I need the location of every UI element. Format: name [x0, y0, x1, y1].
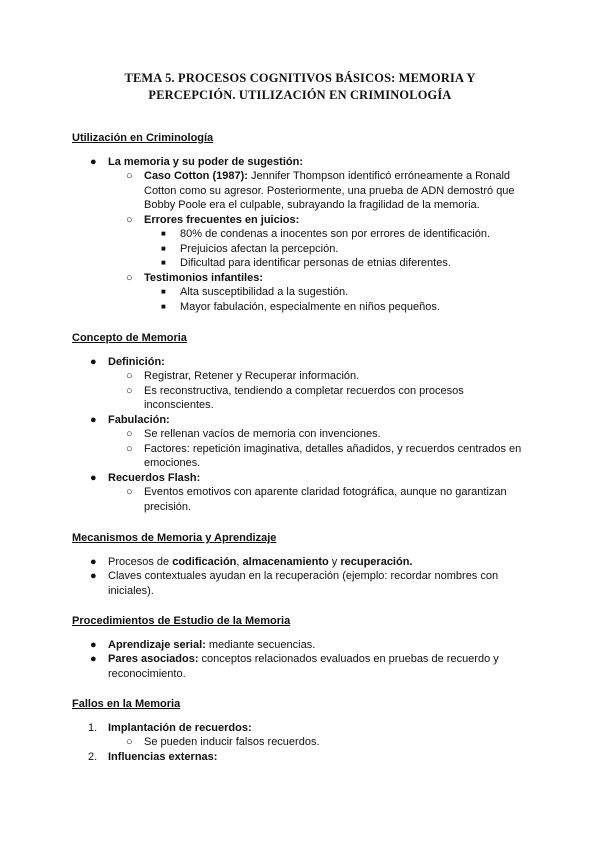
bullet-disc: ● [90, 638, 97, 651]
item-label: Definición: [108, 355, 165, 368]
bullet-circle: ○ [126, 736, 133, 748]
bullet-disc: ● [90, 413, 97, 426]
bullet-square: ■ [161, 301, 166, 311]
item-text: Mayor fabulación, especialmente en niños pequeños. [180, 300, 440, 313]
item-text: Cotton como su agresor. Posteriormente, una prueba de ADN demostró que [144, 184, 515, 197]
bullet-square: ■ [161, 243, 166, 253]
bullet-circle: ○ [126, 271, 133, 284]
item-text: Alta susceptibilidad a la sugestión. [180, 286, 349, 298]
list-item [72, 384, 532, 413]
item-text: Jennifer Thompson identificó erróneamente a Ronald [247, 170, 511, 182]
list-item [72, 155, 532, 170]
list-item [72, 213, 532, 228]
list-item [72, 227, 532, 242]
item-text: Es reconstructiva, tendiendo a completar recuerdos con procesos [144, 384, 464, 397]
section-heading: Procedimientos de Estudio de la Memoria [72, 615, 291, 627]
term-almacenamiento: almacenamiento [242, 555, 329, 568]
list-item [72, 256, 532, 271]
list-number: 1. [88, 721, 98, 734]
bullet-square: ■ [161, 258, 166, 267]
item-text: inconscientes. [144, 399, 214, 411]
list-item [72, 355, 532, 370]
item-text: Se pueden inducir falsos recuerdos. [144, 736, 320, 748]
item-label: Implantación de recuerdos: [108, 721, 252, 734]
list-item [72, 169, 532, 213]
item-text: Se rellenan vacíos de memoria con invenciones. [144, 428, 381, 440]
bullet-square: ■ [161, 229, 166, 238]
bullet-circle: ○ [126, 486, 133, 498]
item-text: precisión. [144, 500, 192, 513]
list-item [72, 638, 532, 653]
bullet-disc: ● [90, 471, 97, 484]
list-item [72, 369, 532, 384]
item-text: reconocimiento. [108, 667, 186, 680]
item-text: conceptos relacionados evaluados en pruebas de recuerdo y [198, 653, 499, 665]
item-label: Recuerdos Flash: [108, 471, 201, 484]
section-fallos [72, 697, 532, 764]
list-item [72, 471, 532, 486]
item-label: Aprendizaje serial: [108, 638, 206, 651]
item-label: Testimonios infantiles: [144, 271, 263, 284]
item-label: Influencias externas: [108, 750, 218, 763]
bullet-square: ■ [161, 287, 166, 296]
list-item [72, 652, 532, 681]
item-text: Prejuicios afectan la percepción. [180, 242, 339, 255]
list-item [72, 750, 532, 765]
list-number: 2. [88, 750, 98, 763]
list-item [72, 555, 532, 570]
item-label: La memoria y su poder de sugestión: [108, 155, 303, 168]
section-heading: Fallos en la Memoria [72, 698, 181, 710]
bullet-circle: ○ [126, 213, 133, 226]
section-mecanismos [72, 531, 532, 598]
list-item [72, 569, 532, 598]
bullet-disc: ● [90, 155, 97, 168]
bullet-circle: ○ [126, 384, 133, 397]
title-line-2: PERCEPCIÓN. UTILIZACIÓN EN CRIMINOLOGÍA [148, 88, 452, 102]
bullet-circle: ○ [126, 428, 133, 440]
item-text: Claves contextuales ayudan en la recuperación (ejemplo: recordar nombres con [108, 570, 499, 582]
item-label: Errores frecuentes en juicios: [144, 213, 300, 226]
item-text: Eventos emotivos con aparente claridad fotográfica, aunque no garantizan [144, 486, 507, 498]
list-item [72, 242, 532, 257]
item-label: Fabulación: [108, 413, 170, 426]
separator: , [236, 555, 243, 568]
section-heading: Concepto de Memoria [72, 332, 187, 344]
list-item [72, 300, 532, 315]
list-item [72, 285, 532, 300]
bullet-circle: ○ [126, 442, 133, 455]
list-item [72, 735, 532, 750]
item-text: emociones. [144, 457, 201, 469]
section-concepto [72, 331, 532, 514]
bullet-disc: ● [90, 570, 97, 582]
item-text: 80% de condenas a inocentes son por errores de identificación. [180, 228, 491, 240]
item-label: Pares asociados: [108, 653, 199, 665]
list-item [72, 271, 532, 286]
item-label: Caso Cotton (1987): [144, 170, 248, 182]
section-heading: Utilización en Criminología [72, 132, 214, 144]
document-title [60, 70, 540, 104]
title-line-1: TEMA 5. PROCESOS COGNITIVOS BÁSICOS: MEMORIA Y [124, 71, 476, 85]
item-text: Factores: repetición imaginativa, detalles añadidos, y recuerdos centrados en [144, 442, 522, 455]
section-heading: Mecanismos de Memoria y Aprendizaje [72, 532, 277, 544]
bullet-disc: ● [90, 555, 97, 568]
bullet-disc: ● [90, 653, 97, 665]
term-recuperacion: recuperación. [340, 555, 413, 568]
list-item [72, 427, 532, 442]
item-text: iniciales). [108, 584, 154, 597]
list-item [72, 485, 532, 514]
term-codificacion: codificación [172, 555, 237, 568]
item-text: mediante secuencias. [205, 638, 316, 651]
bullet-disc: ● [90, 355, 97, 368]
section-procedimientos [72, 614, 532, 681]
item-text: Bobby Poole era el culpable, subrayando la fragilidad de la memoria. [144, 199, 480, 211]
list-item [72, 442, 532, 471]
item-text: Procesos de [108, 555, 173, 568]
list-item [72, 413, 532, 428]
list-item [72, 721, 532, 736]
bullet-circle: ○ [126, 370, 133, 382]
item-text: Dificultad para identificar personas de etnias diferentes. [180, 257, 451, 269]
section-utilizacion [72, 131, 532, 314]
item-text: Registrar, Retener y Recuperar información. [144, 370, 360, 382]
bullet-circle: ○ [126, 170, 133, 182]
separator: y [328, 555, 341, 568]
